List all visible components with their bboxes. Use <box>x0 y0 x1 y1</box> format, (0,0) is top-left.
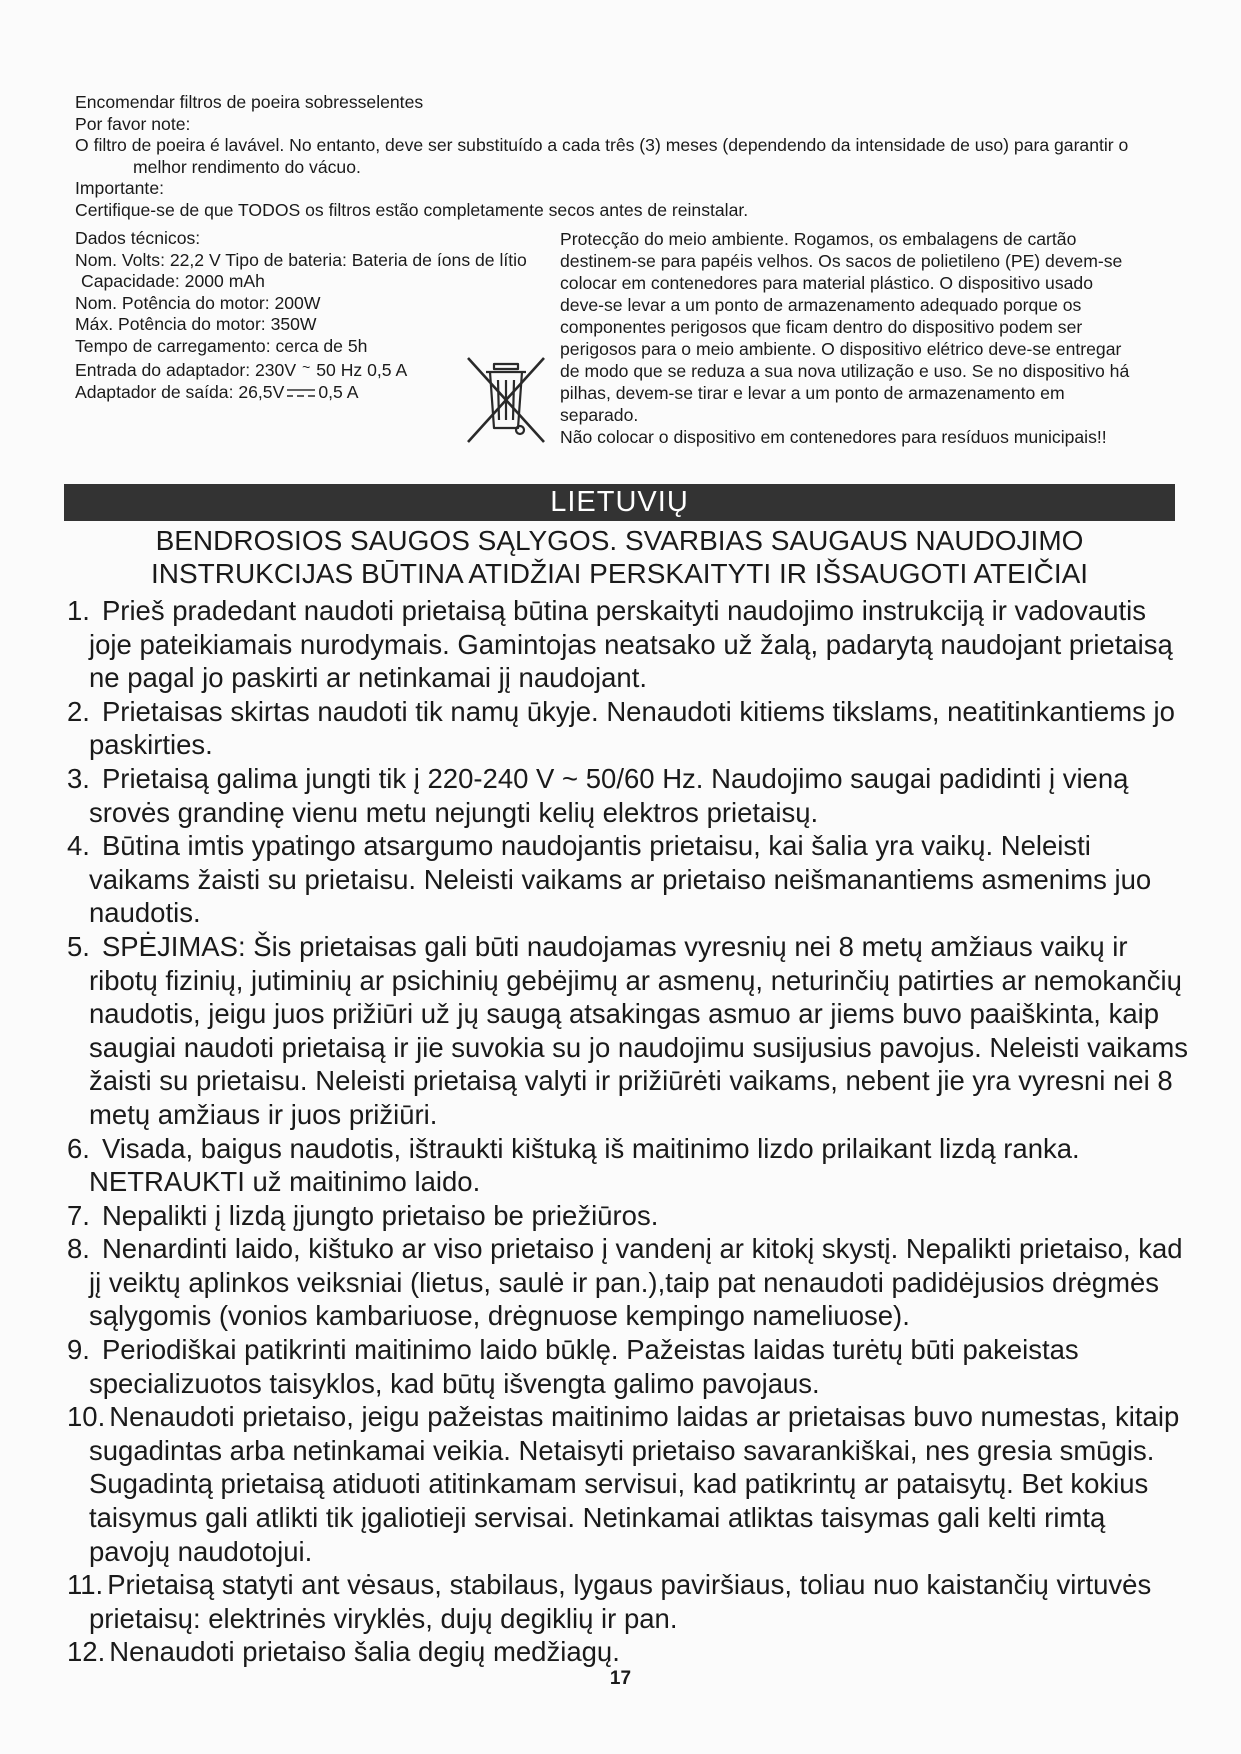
spec-adapter-output-current: 0,5 A <box>318 381 359 402</box>
safety-item-line: ne pagal jo paskirti ar netinkamai jį naudojant. <box>89 662 647 694</box>
safety-item-number: 4. <box>67 830 90 862</box>
spec-voltage: Nom. Volts: 22,2 V Tipo de bateria: Bateria de íons de lítio <box>75 249 527 270</box>
page-number: 17 <box>609 1668 632 1689</box>
safety-item-line: specializuotos taisyklos, kad būtų išvengta galimo pavojaus. <box>89 1367 820 1399</box>
safety-item-line: sąlygomis (vonios kambariuose, drėgnuose kempingo nameliuose). <box>89 1300 910 1332</box>
spec-nominal-power: Nom. Potência do motor: 200W <box>75 292 321 313</box>
safety-item-line: taisymus gali atlikti tik įgaliotieji servisai. Netinkamai atliktas taisymas gali kelti rimtą <box>89 1502 1106 1534</box>
spec-capacity: Capacidade: 2000 mAh <box>81 271 265 291</box>
safety-item-line: metų amžiaus ir juos prižiūri. <box>89 1098 438 1130</box>
safety-item-number: 1. <box>67 595 90 626</box>
safety-item-first-line <box>67 1232 1187 1266</box>
safety-item <box>67 594 1187 695</box>
safety-item-text: Prietaisą galima jungti tik į 220-240 V ~ 50/60 Hz. Naudojimo saugai padidinti į vieną <box>101 762 1129 794</box>
safety-item-line: srovės grandinę vienu metu nejungti kelių elektros prietaisų. <box>89 796 819 828</box>
safety-item <box>67 695 1187 762</box>
spec-adapter-input-freq: 50 Hz 0,5 A <box>316 360 408 380</box>
environment-protection <box>560 228 1170 448</box>
safety-item-number: 8. <box>67 1233 90 1265</box>
safety-item-text: Prietaisą statyti ant vėsaus, stabilaus, lygaus paviršiaus, toliau nuo kaistančių virtuvės <box>107 1569 1152 1601</box>
safety-item <box>67 829 1187 930</box>
safety-item-number: 9. <box>67 1334 90 1366</box>
safety-item-line: Sugadintą prietaisą atiduoti atitinkamam servisui, kad patikrintų ar pataisytų. Bet kokius <box>89 1468 1149 1500</box>
safety-item-line: NETRAUKTI už maitinimo laido. <box>89 1166 481 1198</box>
safety-item-line: saugiai naudoti prietaisą ir jie suvokia su jo naudojimu susijusius pavojus. Neleisti vaikams <box>89 1031 1189 1063</box>
safety-item-text: Nenardinti laido, kištuko ar viso prietaiso į vandenį ar kitokį skystį. Nepalikti prietaiso, kad <box>101 1233 1183 1265</box>
text-line: perigosos para o meio ambiente. O dispositivo elétrico deve-se entregar <box>560 339 1122 359</box>
safety-heading <box>64 524 1175 590</box>
text-line: Por favor note: <box>75 113 191 134</box>
text-line: Encomendar filtros de poeira sobresselentes <box>75 92 424 112</box>
safety-item-line: žaisti su prietaisu. Neleisti prietaisą valyti ir prižiūrėti vaikams, nebent jie yra vyresni nei 8 <box>89 1065 1173 1097</box>
crossed-out-wheelie-bin-icon <box>464 350 548 446</box>
safety-item <box>67 1333 1187 1400</box>
safety-item-line: pavojų naudotojui. <box>89 1535 313 1567</box>
safety-item-number: 2. <box>67 695 90 727</box>
safety-item-number: 10. <box>67 1401 106 1433</box>
safety-item-first-line <box>67 594 1187 628</box>
safety-item <box>67 1568 1187 1635</box>
language-banner: LIETUVIŲ <box>64 484 1175 521</box>
safety-item-number: 7. <box>67 1199 90 1231</box>
safety-item-first-line <box>67 829 1187 863</box>
text-line: componentes perigosos que ficam dentro do dispositivo podem ser <box>560 317 1083 337</box>
spec-adapter-input-voltage: Entrada do adaptador: 230V <box>75 360 297 380</box>
safety-item-line: vaikams žaisti su prietaisu. Neleisti vaikams ar prietaiso neišmanantiems asmenims juo <box>89 863 1152 895</box>
safety-item-number: 5. <box>67 930 90 962</box>
safety-item-line: joje pateikiamais nurodymais. Gamintojas neatsako už žalą, padarytą naudojant prietaisą <box>89 628 1173 660</box>
text-line: de modo que se reduza a sua nova utilização e uso. Se no dispositivo há <box>560 361 1130 381</box>
dc-symbol-icon <box>286 387 316 399</box>
spec-max-power: Máx. Potência do motor: 350W <box>75 314 317 334</box>
text-line: pilhas, devem-se tirar e levar a um ponto de armazenamento em <box>560 383 1065 403</box>
safety-item <box>67 1400 1187 1568</box>
safety-item-line: paskirties. <box>89 729 213 761</box>
text-line: Certifique-se de que TODOS os filtros estão completamente secos antes de reinstalar. <box>75 199 749 220</box>
text-line: colocar em contenedores para material plástico. O dispositivo usado <box>560 273 1093 293</box>
safety-heading-line: INSTRUKCIJAS BŪTINA ATIDŽIAI PERSKAITYTI IR IŠSAUGOTI ATEIČIAI <box>150 558 1089 589</box>
spec-adapter-output-voltage: Adaptador de saída: 26,5V <box>75 381 285 402</box>
spec-charging-time: Tempo de carregamento: cerca de 5h <box>75 335 368 356</box>
text-line: O filtro de poeira é lavável. No entanto, deve ser substituído a cada três (3) meses (dependendo da intensidade de uso) para garantir o <box>75 135 1129 155</box>
safety-item-first-line <box>67 695 1187 729</box>
safety-item-text: SPĖJIMAS: Šis prietaisas gali būti naudojamas vyresnių nei 8 metų amžiaus vaikų ir <box>101 930 1128 962</box>
safety-item <box>67 930 1187 1132</box>
safety-item-line: naudotis, jeigu juos prižiūri už jų saugą atsakingas asmuo ar jiems buvo paaiškinta, kaip <box>89 998 1160 1030</box>
safety-item <box>67 762 1187 829</box>
safety-instructions-list <box>67 594 1187 1669</box>
safety-item <box>67 1232 1187 1333</box>
safety-item-first-line <box>67 1199 1187 1233</box>
specs-title: Dados técnicos: <box>75 228 201 248</box>
safety-item-text: Periodiškai patikrinti maitinimo laido būklę. Pažeistas laidas turėtų būti pakeistas <box>101 1334 1079 1366</box>
safety-item <box>67 1132 1187 1199</box>
safety-item-text: Prieš pradedant naudoti prietaisą būtina perskaityti naudojimo instrukciją ir vadovautis <box>101 595 1146 626</box>
safety-heading-line: BENDROSIOS SAUGOS SĄLYGOS. SVARBIAS SAUGAUS NAUDOJIMO <box>155 525 1084 556</box>
safety-item-first-line <box>67 1132 1187 1166</box>
text-line: Protecção do meio ambiente. Rogamos, os embalagens de cartão <box>560 229 1077 249</box>
safety-item-text: Nepalikti į lizdą įjungto prietaiso be priežiūros. <box>101 1199 659 1231</box>
safety-item-line: sugadintas arba netinkamai veikia. Netaisyti prietaiso savarankiškai, nes gresia smūgis. <box>89 1434 1155 1466</box>
safety-item-first-line <box>67 930 1187 964</box>
safety-item-line: naudotis. <box>89 897 201 929</box>
safety-item-first-line <box>67 1400 1187 1434</box>
safety-item-line: prietaisų: elektrinės viryklės, dujų degiklių ir pan. <box>89 1602 678 1634</box>
text-line: destinem-se para papéis velhos. Os sacos de polietileno (PE) devem-se <box>560 251 1123 271</box>
safety-item-first-line <box>67 1333 1187 1367</box>
safety-item-text: Nenaudoti prietaiso šalia degių medžiagų. <box>109 1636 620 1668</box>
text-line: separado. <box>560 405 639 425</box>
ac-symbol-icon: ~ <box>302 359 311 375</box>
safety-item-first-line <box>67 1635 1187 1669</box>
text-line: Importante: <box>75 178 164 198</box>
safety-item-text: Visada, baigus naudotis, ištraukti kištuką iš maitinimo lizdo prilaikant lizdą ranka. <box>101 1132 1080 1164</box>
safety-item-line: jį veiktų aplinkos veiksniai (lietus, saulė ir pan.),taip pat nenaudoti padidėjusios drėgmės <box>89 1266 1160 1298</box>
safety-item-number: 3. <box>67 762 90 794</box>
safety-item-text: Nenaudoti prietaiso, jeigu pažeistas maitinimo laidas ar prietaisas buvo numestas, kitaip <box>109 1401 1180 1433</box>
safety-item-number: 11. <box>67 1569 104 1601</box>
safety-item-number: 12. <box>67 1636 106 1668</box>
safety-item <box>67 1635 1187 1669</box>
safety-item-line: ribotų fizinių, jutiminių ar psichinių gebėjimų ar asmenų, neturinčių patirties ar nemokančių <box>89 964 1182 996</box>
safety-item-text: Prietaisas skirtas naudoti tik namų ūkyje. Nenaudoti kitiems tikslams, neatitinkantiems jo <box>101 695 1175 727</box>
safety-item-text: Būtina imtis ypatingo atsargumo naudojantis prietaisu, kai šalia yra vaikų. Neleisti <box>101 830 1091 862</box>
text-line: deve-se levar a um ponto de armazenamento adequado porque os <box>560 295 1082 315</box>
safety-item <box>67 1199 1187 1233</box>
safety-item-first-line <box>67 1568 1187 1602</box>
text-line: Não colocar o dispositivo em contenedores para resíduos municipais!! <box>560 427 1107 447</box>
text-line: melhor rendimento do vácuo. <box>133 156 361 177</box>
safety-item-number: 6. <box>67 1132 90 1164</box>
safety-item-first-line <box>67 762 1187 796</box>
portuguese-filter-notes <box>75 92 1175 221</box>
